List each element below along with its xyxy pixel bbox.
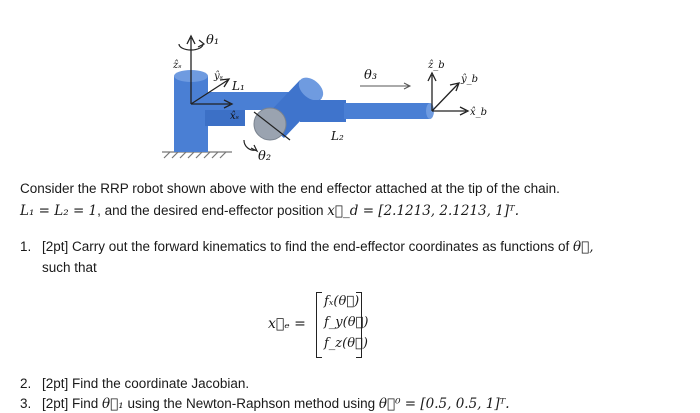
link-l2 — [300, 100, 346, 122]
link-l3 — [344, 103, 430, 119]
left-bracket — [316, 292, 322, 358]
intro-line-1 — [20, 181, 560, 196]
label-theta2: θ₂ — [258, 149, 272, 164]
question-3-number: 3. — [20, 396, 32, 411]
label-theta3: θ₃ — [364, 68, 378, 83]
question-1-such-that: such that — [42, 260, 97, 275]
question-1-number: 1. — [20, 239, 32, 254]
ground-hatch — [162, 152, 232, 158]
question-2-line — [20, 376, 249, 391]
matrix-entry-fz: f_z(θ⃗) — [324, 336, 368, 351]
question-2-number: 2. — [20, 376, 32, 391]
question-1-line-1 — [20, 239, 594, 255]
equation-matrix — [316, 292, 369, 356]
question-1-text: [2pt] Carry out the forward kinematics to find the end-effector coordinates as functions of — [42, 239, 574, 254]
equation-lhs: x⃗ₑ = — [268, 316, 306, 332]
label-xs: x̂ₛ — [230, 111, 240, 122]
question-1-theta: θ⃗, — [573, 239, 594, 255]
intro-text-1: Consider the RRP robot shown above with the end effector attached at the tip of the chain. — [20, 181, 560, 196]
question-3-theta: θ⃗₁ — [102, 396, 124, 412]
question-3-text-a: [2pt] Find — [42, 396, 103, 411]
robot-figure — [0, 0, 700, 180]
label-xb: x̂_b — [470, 107, 488, 118]
question-2-text: [2pt] Find the coordinate Jacobian. — [42, 376, 250, 391]
question-1-line-2 — [42, 260, 97, 275]
question-3-initial-guess: θ⃗⁰ = [0.5, 0.5, 1]ᵀ. — [378, 396, 510, 412]
desired-position: x⃗_d = [2.1213, 2.1213, 1]ᵀ. — [327, 203, 520, 219]
label-l1: L₁ — [232, 79, 245, 93]
link-lengths: L₁ = L₂ = 1 — [20, 203, 98, 219]
label-yb: ŷ_b — [461, 74, 479, 85]
label-zs: ẑₛ — [173, 60, 182, 71]
matrix-entry-fx: fₓ(θ⃗) — [324, 294, 360, 309]
intro-text-2: , and the desired end-effector position — [97, 203, 328, 218]
label-ys: ŷₛ — [214, 71, 224, 82]
question-3-line — [20, 396, 510, 412]
question-3-text-b: using the Newton-Raphson method using — [123, 396, 379, 411]
label-theta1: θ₁ — [206, 33, 220, 48]
label-l2: L₂ — [331, 129, 344, 143]
label-zb: ẑ_b — [428, 60, 445, 71]
intro-line-2 — [20, 203, 519, 219]
matrix-entry-fy: f_y(θ⃗) — [324, 315, 369, 330]
theta3-arrow — [360, 83, 410, 89]
